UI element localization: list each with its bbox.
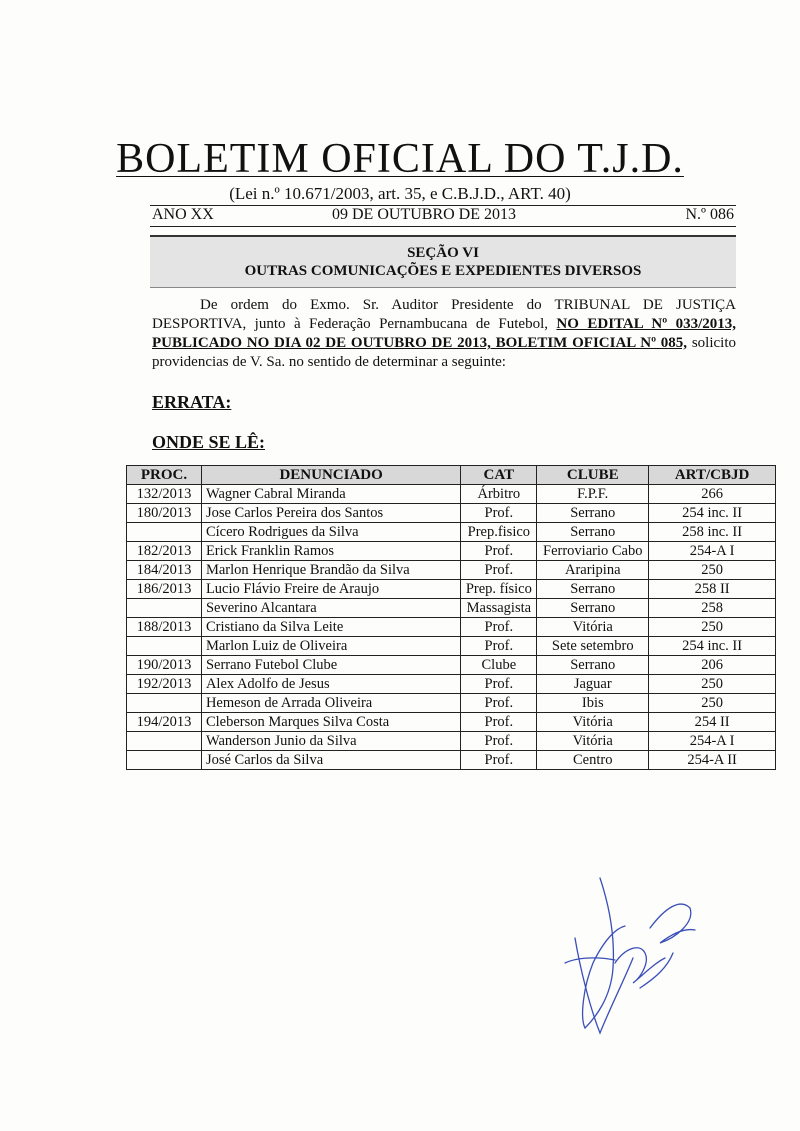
table-row xyxy=(127,618,776,637)
cell-cat: Árbitro xyxy=(461,485,537,504)
cell-clube: Araripina xyxy=(537,561,649,580)
cell-clube: Ferroviario Cabo xyxy=(537,542,649,561)
cell-proc xyxy=(127,694,202,713)
cell-proc: 188/2013 xyxy=(127,618,202,637)
cell-clube: Serrano xyxy=(537,504,649,523)
cell-denunciado: Erick Franklin Ramos xyxy=(201,542,460,561)
cell-cat: Prof. xyxy=(461,713,537,732)
section-banner xyxy=(150,235,736,288)
issue-info-bar xyxy=(150,205,736,227)
col-header-cat: CAT xyxy=(461,466,537,485)
cell-clube: Jaguar xyxy=(537,675,649,694)
cell-art: 258 inc. II xyxy=(649,523,776,542)
cell-clube: Vitória xyxy=(537,732,649,751)
cell-proc xyxy=(127,523,202,542)
cell-cat: Prof. xyxy=(461,751,537,770)
cell-art: 250 xyxy=(649,675,776,694)
cell-proc: 192/2013 xyxy=(127,675,202,694)
cell-proc: 182/2013 xyxy=(127,542,202,561)
denunciados-table xyxy=(126,465,776,770)
cell-clube: Vitória xyxy=(537,618,649,637)
cell-proc: 194/2013 xyxy=(127,713,202,732)
errata-heading: ERRATA: xyxy=(152,392,232,412)
cell-denunciado: Severino Alcantara xyxy=(201,599,460,618)
body-paragraph xyxy=(152,296,736,372)
cell-proc xyxy=(127,637,202,656)
table-row xyxy=(127,656,776,675)
cell-clube: Serrano xyxy=(537,580,649,599)
cell-proc xyxy=(127,732,202,751)
cell-art: 266 xyxy=(649,485,776,504)
cell-art: 250 xyxy=(649,618,776,637)
cell-denunciado: Hemeson de Arrada Oliveira xyxy=(201,694,460,713)
cell-cat: Prof. xyxy=(461,618,537,637)
table-row xyxy=(127,694,776,713)
cell-cat: Prep.fisico xyxy=(461,523,537,542)
cell-cat: Clube xyxy=(461,656,537,675)
paragraph-text-1: De ordem do Exmo. Sr. Auditor Presidente do TRIBUNAL DE JUSTIÇA DESPORTIVA, junto à Federação Pernambucana de Futebol, xyxy=(152,297,736,332)
cell-art: 206 xyxy=(649,656,776,675)
cell-art: 254 inc. II xyxy=(649,504,776,523)
issue-number: N.º 086 xyxy=(685,206,734,223)
table-row xyxy=(127,542,776,561)
cell-proc: 186/2013 xyxy=(127,580,202,599)
cell-cat: Prof. xyxy=(461,732,537,751)
table-row xyxy=(127,599,776,618)
cell-art: 250 xyxy=(649,694,776,713)
cell-denunciado: Serrano Futebol Clube xyxy=(201,656,460,675)
cell-cat: Prof. xyxy=(461,504,537,523)
cell-clube: Serrano xyxy=(537,523,649,542)
col-header-denunciado: DENUNCIADO xyxy=(201,466,460,485)
cell-art: 254 inc. II xyxy=(649,637,776,656)
cell-clube: Ibis xyxy=(537,694,649,713)
section-number: SEÇÃO VI xyxy=(407,245,479,261)
cell-denunciado: Alex Adolfo de Jesus xyxy=(201,675,460,694)
issue-year: ANO XX xyxy=(152,206,214,223)
cell-cat: Prof. xyxy=(461,561,537,580)
table-row xyxy=(127,561,776,580)
onde-se-le-heading: ONDE SE LÊ: xyxy=(152,432,266,452)
table-row xyxy=(127,523,776,542)
cell-clube: Serrano xyxy=(537,656,649,675)
cell-art: 258 xyxy=(649,599,776,618)
cell-cat: Massagista xyxy=(461,599,537,618)
col-header-art: ART/CBJD xyxy=(649,466,776,485)
document-subtitle: (Lei n.º 10.671/2003, art. 35, e C.B.J.D., ART. 40) xyxy=(229,184,571,203)
cell-art: 254-A I xyxy=(649,732,776,751)
paragraph-bold-reference: NO EDITAL Nº 033/2013, PUBLICADO NO DIA 02 DE OUTUBRO DE 2013, BOLETIM OFICIAL Nº 085, xyxy=(152,316,736,351)
cell-denunciado: Wanderson Junio da Silva xyxy=(201,732,460,751)
cell-cat: Prof. xyxy=(461,675,537,694)
cell-denunciado: Marlon Luiz de Oliveira xyxy=(201,637,460,656)
cell-proc xyxy=(127,751,202,770)
cell-proc: 132/2013 xyxy=(127,485,202,504)
col-header-clube: CLUBE xyxy=(537,466,649,485)
cell-denunciado: Cleberson Marques Silva Costa xyxy=(201,713,460,732)
cell-proc: 180/2013 xyxy=(127,504,202,523)
table-row xyxy=(127,485,776,504)
cell-proc: 190/2013 xyxy=(127,656,202,675)
paragraph-text-2: solicito providencias de V. Sa. no sentido de determinar a seguinte: xyxy=(152,335,737,370)
cell-clube: Vitória xyxy=(537,713,649,732)
table-row xyxy=(127,675,776,694)
cell-denunciado: Marlon Henrique Brandão da Silva xyxy=(201,561,460,580)
section-title: OUTRAS COMUNICAÇÕES E EXPEDIENTES DIVERSOS xyxy=(244,263,642,279)
col-header-proc: PROC. xyxy=(127,466,202,485)
issue-date: 09 DE OUTUBRO DE 2013 xyxy=(332,206,516,223)
cell-proc: 184/2013 xyxy=(127,561,202,580)
cell-cat: Prep. físico xyxy=(461,580,537,599)
cell-cat: Prof. xyxy=(461,542,537,561)
handwritten-signature xyxy=(555,868,705,1043)
cell-clube: F.P.F. xyxy=(537,485,649,504)
cell-denunciado: Lucio Flávio Freire de Araujo xyxy=(201,580,460,599)
cell-clube: Serrano xyxy=(537,599,649,618)
cell-art: 254-A I xyxy=(649,542,776,561)
table-row xyxy=(127,504,776,523)
cell-clube: Centro xyxy=(537,751,649,770)
table-row xyxy=(127,713,776,732)
table-row xyxy=(127,732,776,751)
cell-denunciado: Wagner Cabral Miranda xyxy=(201,485,460,504)
cell-art: 258 II xyxy=(649,580,776,599)
table-row xyxy=(127,580,776,599)
cell-cat: Prof. xyxy=(461,637,537,656)
cell-art: 250 xyxy=(649,561,776,580)
cell-art: 254 II xyxy=(649,713,776,732)
table-row xyxy=(127,637,776,656)
table-row xyxy=(127,751,776,770)
cell-proc xyxy=(127,599,202,618)
cell-clube: Sete setembro xyxy=(537,637,649,656)
table-header-row xyxy=(127,466,776,485)
document-title: BOLETIM OFICIAL DO T.J.D. xyxy=(116,136,684,182)
cell-cat: Prof. xyxy=(461,694,537,713)
cell-denunciado: José Carlos da Silva xyxy=(201,751,460,770)
cell-denunciado: Jose Carlos Pereira dos Santos xyxy=(201,504,460,523)
cell-art: 254-A II xyxy=(649,751,776,770)
cell-denunciado: Cristiano da Silva Leite xyxy=(201,618,460,637)
cell-denunciado: Cícero Rodrigues da Silva xyxy=(201,523,460,542)
